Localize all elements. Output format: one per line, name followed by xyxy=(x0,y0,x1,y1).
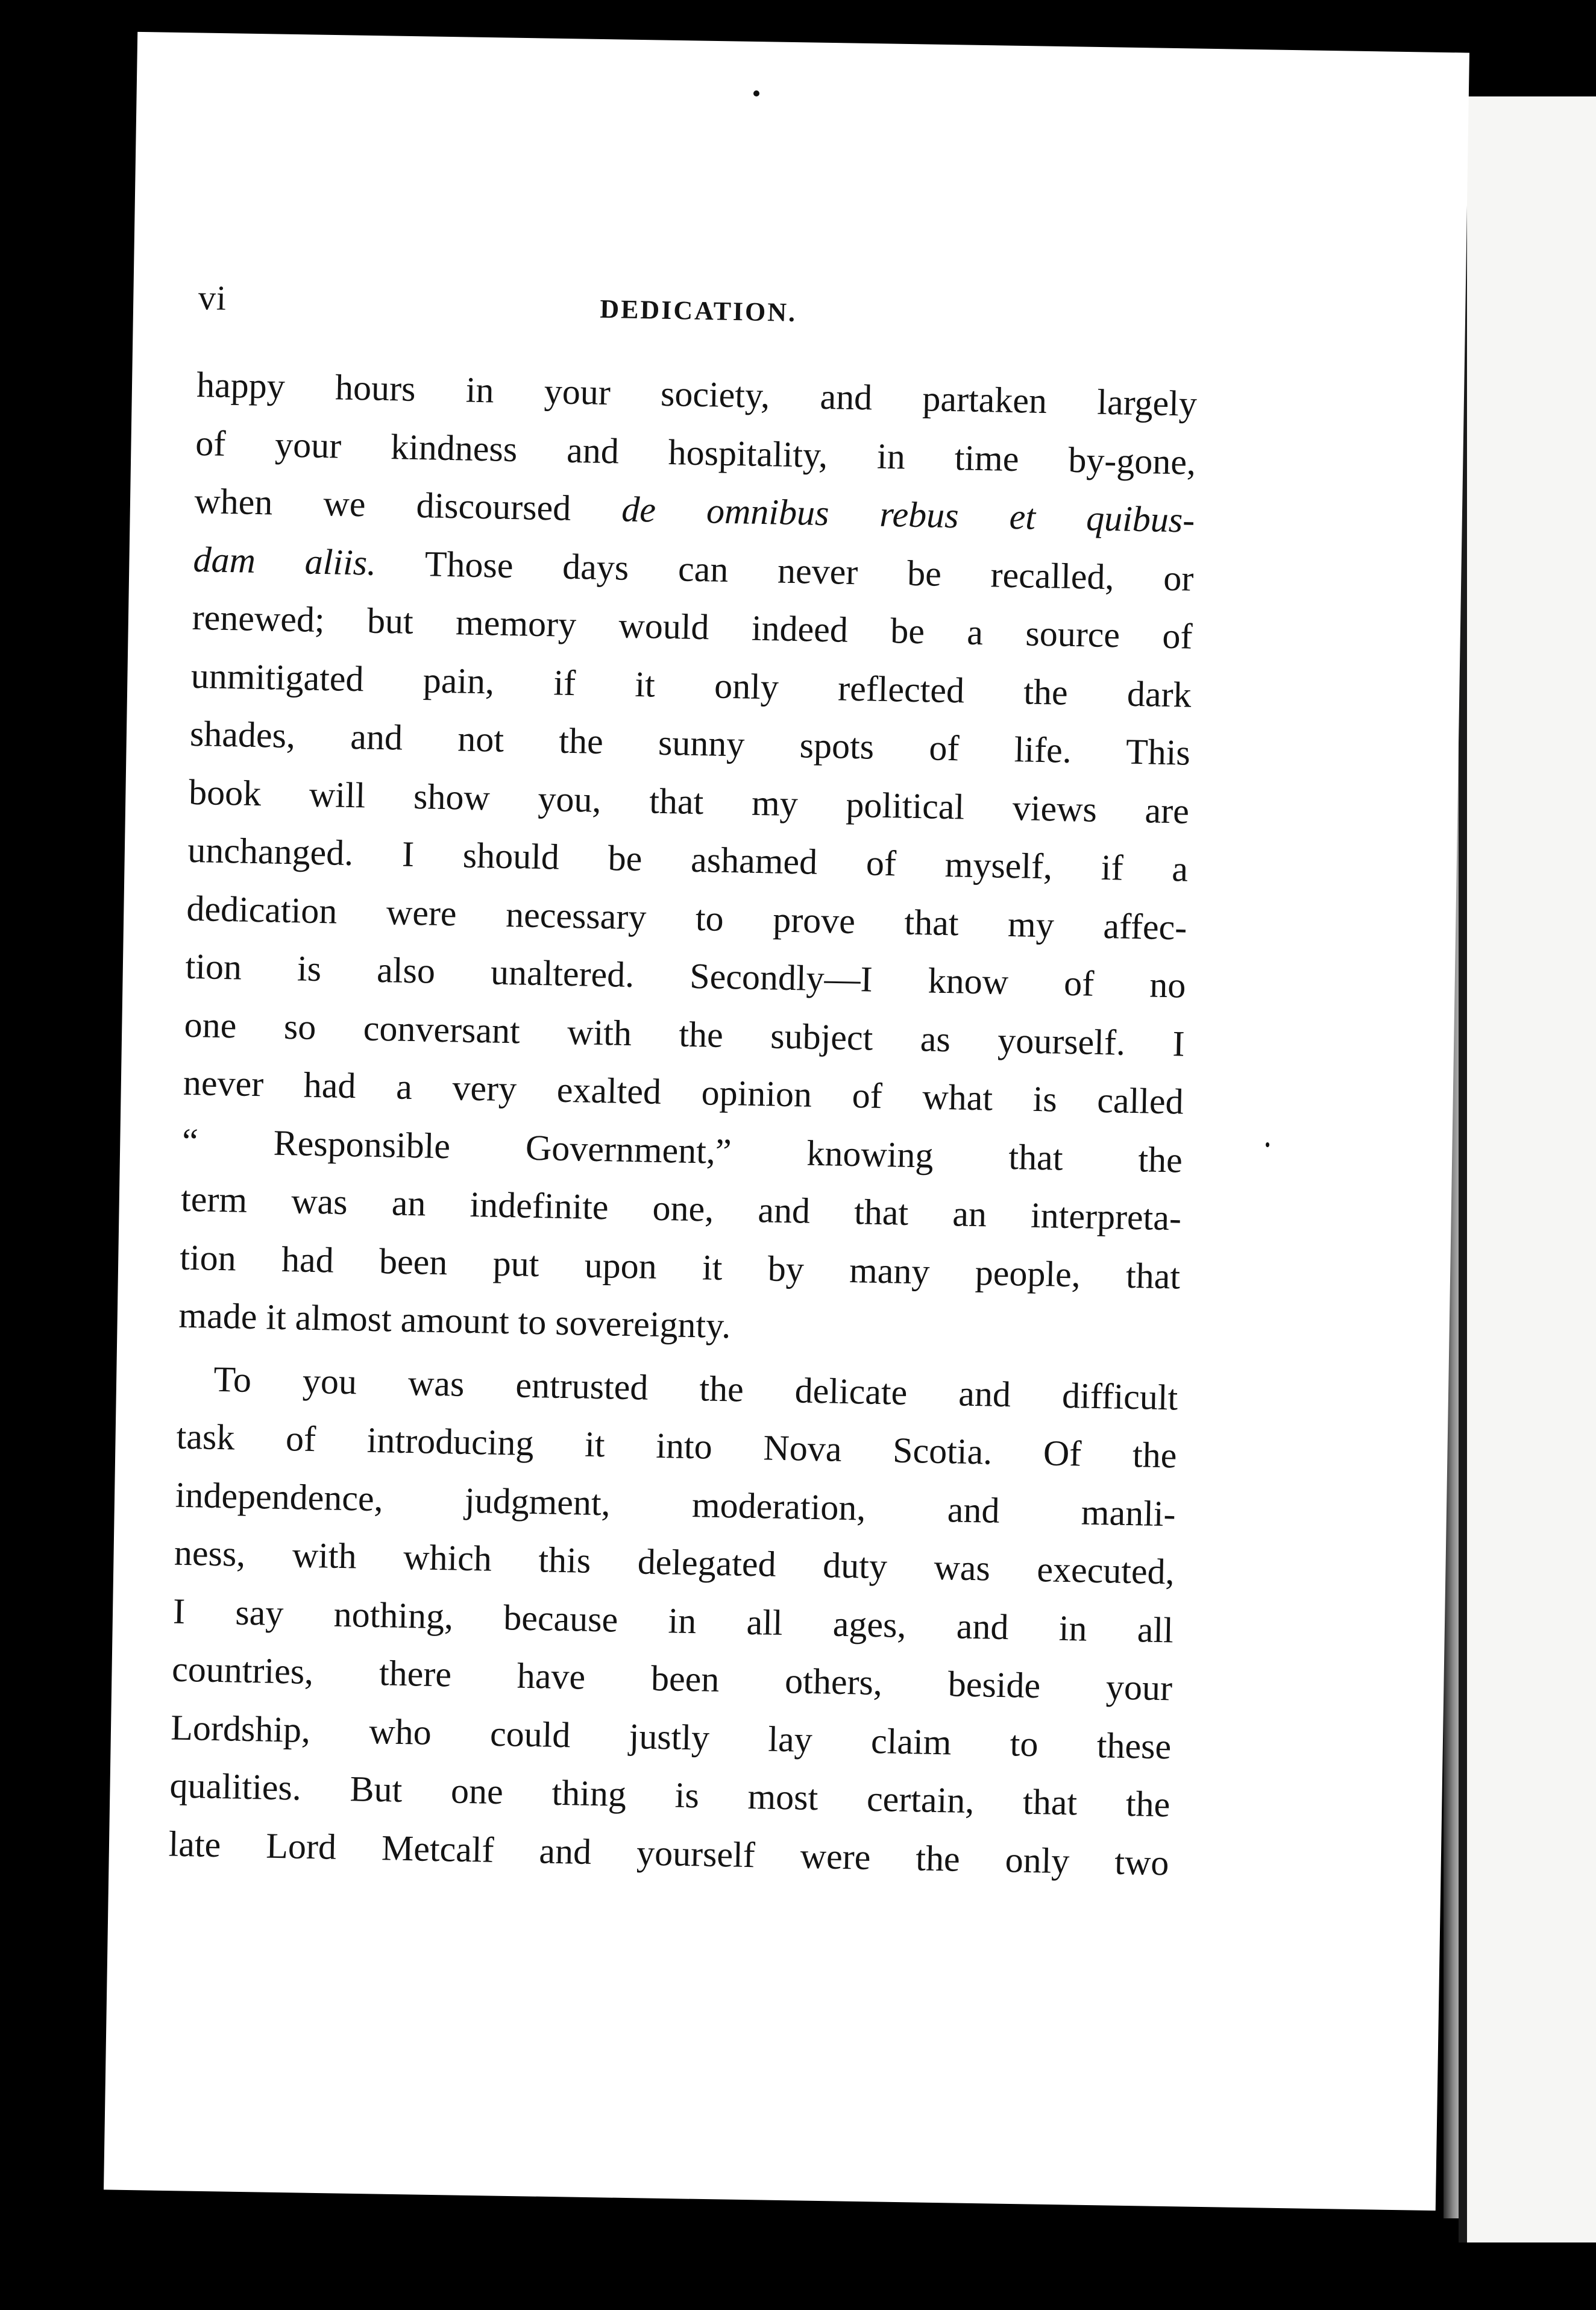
text-line: unchanged. I should be ashamed of myself, if a xyxy=(187,829,1189,889)
text-line: tion had been put upon it by many people, that xyxy=(179,1237,1181,1297)
text-line: when we discoursed de omnibus rebus et quibus- xyxy=(193,480,1195,540)
text-line: unmitigated pain, if it only reflected the dark xyxy=(190,655,1192,715)
text-line: term was an indefinite one, and that an interpreta- xyxy=(180,1179,1182,1238)
next-page-edge xyxy=(1459,96,1596,2242)
text-line: late Lord Metcalf and yourself were the only two xyxy=(168,1824,1170,1883)
text-line: Lordship, who could justly lay claim to these xyxy=(170,1707,1172,1766)
text-line: never had a very exalted opinion of what is called xyxy=(183,1062,1184,1122)
text-line: shades, and not the sunny spots of life. This xyxy=(189,713,1191,773)
paragraph-1 xyxy=(178,356,1198,1364)
paragraph-2 xyxy=(168,1349,1178,1892)
text-line: I say nothing, because in all ages, and in all xyxy=(172,1591,1174,1650)
text-line: independence, judgment, moderation, and manli- xyxy=(175,1474,1177,1534)
dust-speck xyxy=(753,90,759,96)
page-text xyxy=(168,265,1199,1892)
text-line: ness, with which this delegated duty was executed, xyxy=(174,1532,1175,1592)
text-line: book will show you, that my political views are xyxy=(188,772,1190,831)
text-line: of your kindness and hospitality, in time by-gone, xyxy=(195,423,1196,482)
dust-speck xyxy=(1266,1142,1269,1147)
text-line: made it almost amount to sovereignty. xyxy=(178,1295,731,1346)
text-line: “ Responsible Government,” knowing that the xyxy=(181,1121,1183,1180)
text-line: countries, there have been others, beside your xyxy=(171,1649,1173,1708)
latin-phrase: de omnibus rebus et quibus- xyxy=(621,489,1195,540)
text-line: tion is also unaltered. Secondly—I know of no xyxy=(185,946,1187,1006)
running-head: DEDICATION. xyxy=(599,294,797,328)
text-line: dedication were necessary to prove that my affec- xyxy=(186,888,1187,948)
text-line: happy hours in your society, and partaken largely xyxy=(196,364,1198,424)
text-line: one so conversant with the subject as yourself. I xyxy=(184,1004,1186,1064)
text-line: dam aliis. Those days can never be recalled, or xyxy=(193,539,1194,599)
latin-phrase: dam aliis. xyxy=(193,539,377,583)
page-header xyxy=(197,265,1199,375)
text-line: task of introducing it into Nova Scotia. Of the xyxy=(176,1416,1178,1476)
text-line: renewed; but memory would indeed be a source of xyxy=(192,597,1193,656)
text-line: qualities. But one thing is most certain, that the xyxy=(169,1765,1170,1825)
text-line: To you was entrusted the delicate and difficult xyxy=(213,1359,1178,1418)
page-number: vi xyxy=(198,277,227,318)
